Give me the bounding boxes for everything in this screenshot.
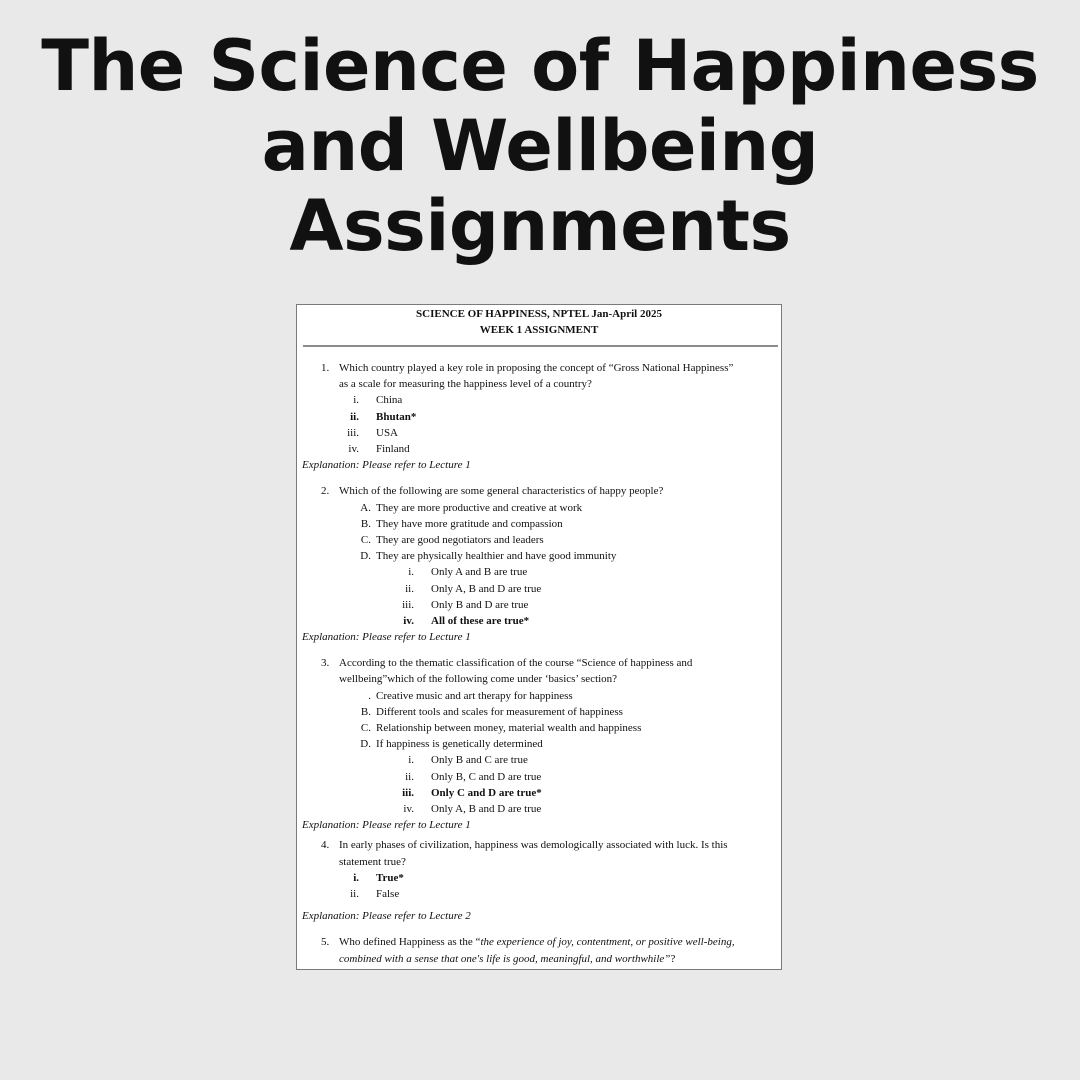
statement: D. They are physically healthier and have good immunity [360, 550, 617, 563]
statement: C. They are good negotiators and leaders [360, 533, 544, 546]
question-text-cont: statement true? [339, 855, 406, 868]
question-number: 2. [321, 485, 330, 498]
statement: A. They are more productive and creative at work [360, 501, 583, 514]
option: ii. False [350, 887, 400, 900]
assignment-document-preview [296, 304, 782, 970]
heading-line-1: The Science of Happiness [41, 25, 1039, 107]
statement: B. Different tools and scales for measurement of happiness [360, 705, 623, 718]
explanation: Explanation: Please refer to Lecture 1 [302, 459, 471, 472]
question-number: 4. [321, 839, 330, 852]
page-heading [0, 26, 1080, 266]
statement: C. Relationship between money, material wealth and happiness [360, 722, 642, 735]
explanation: Explanation: Please refer to Lecture 1 [302, 819, 471, 832]
question-text: Which country played a key role in proposing the concept of “Gross National Happiness” [339, 362, 734, 374]
option-correct: ii. Bhutan* [350, 410, 417, 423]
option: iv. Only A, B and D are true [403, 802, 542, 815]
question-4-options [297, 870, 781, 902]
option: ii. Only A, B and D are true [405, 582, 542, 595]
question-2 [297, 483, 781, 499]
question-5 [297, 934, 781, 966]
statement: D. If happiness is genetically determined [360, 738, 543, 751]
option-correct: iii. Only C and D are true* [402, 786, 542, 799]
question-2-options [297, 564, 781, 629]
option-correct: iv. All of these are true* [403, 614, 530, 627]
question-number: 1. [321, 362, 330, 374]
document-subtitle: WEEK 1 ASSIGNMENT [479, 324, 599, 336]
question-text-cont: as a scale for measuring the happiness level of a country? [339, 378, 592, 391]
question-text: Which of the following are some general characteristics of happy people? [339, 485, 664, 498]
question-text-cont: wellbeing”which of the following come under ‘basics’ section? [339, 673, 618, 686]
explanation: Explanation: Please refer to Lecture 1 [302, 631, 471, 644]
question-number: 3. [321, 657, 330, 670]
option: ii. Only B, C and D are true [405, 770, 542, 783]
document-body [297, 347, 781, 967]
question-number: 5. [321, 936, 330, 949]
question-3 [297, 655, 781, 687]
statement: . Creative music and art therapy for happiness [368, 689, 573, 702]
question-text: According to the thematic classification of the course “Science of happiness and [339, 657, 693, 670]
question-3-options [297, 752, 781, 817]
option: iii. USA [347, 426, 399, 439]
option: i. Only B and C are true [408, 754, 528, 767]
option: i. China [353, 394, 403, 407]
question-text-cont: combined with a sense that one's life is good, meaningful, and worthwhile”? [339, 952, 676, 965]
question-1 [297, 360, 781, 392]
question-1-options [297, 392, 781, 457]
heading-line-2: and Wellbeing Assignments [261, 105, 819, 267]
statement: B. They have more gratitude and compassion [360, 517, 563, 530]
option: iv. Finland [348, 442, 410, 455]
option-correct: i. True* [353, 871, 404, 884]
option: iii. Only B and D are true [402, 598, 529, 611]
question-text: In early phases of civilization, happiness was demologically associated with luck. Is this [339, 839, 728, 852]
question-3-statements [297, 688, 781, 753]
option: i. Only A and B are true [408, 566, 528, 579]
question-text: Who defined Happiness as the “the experience of joy, contentment, or positive well-being, [339, 936, 735, 949]
explanation: Explanation: Please refer to Lecture 2 [302, 910, 471, 923]
question-4 [297, 837, 781, 869]
question-2-statements [297, 500, 781, 565]
document-header [297, 305, 781, 338]
document-title: SCIENCE OF HAPPINESS, NPTEL Jan-April 2025 [416, 308, 662, 320]
